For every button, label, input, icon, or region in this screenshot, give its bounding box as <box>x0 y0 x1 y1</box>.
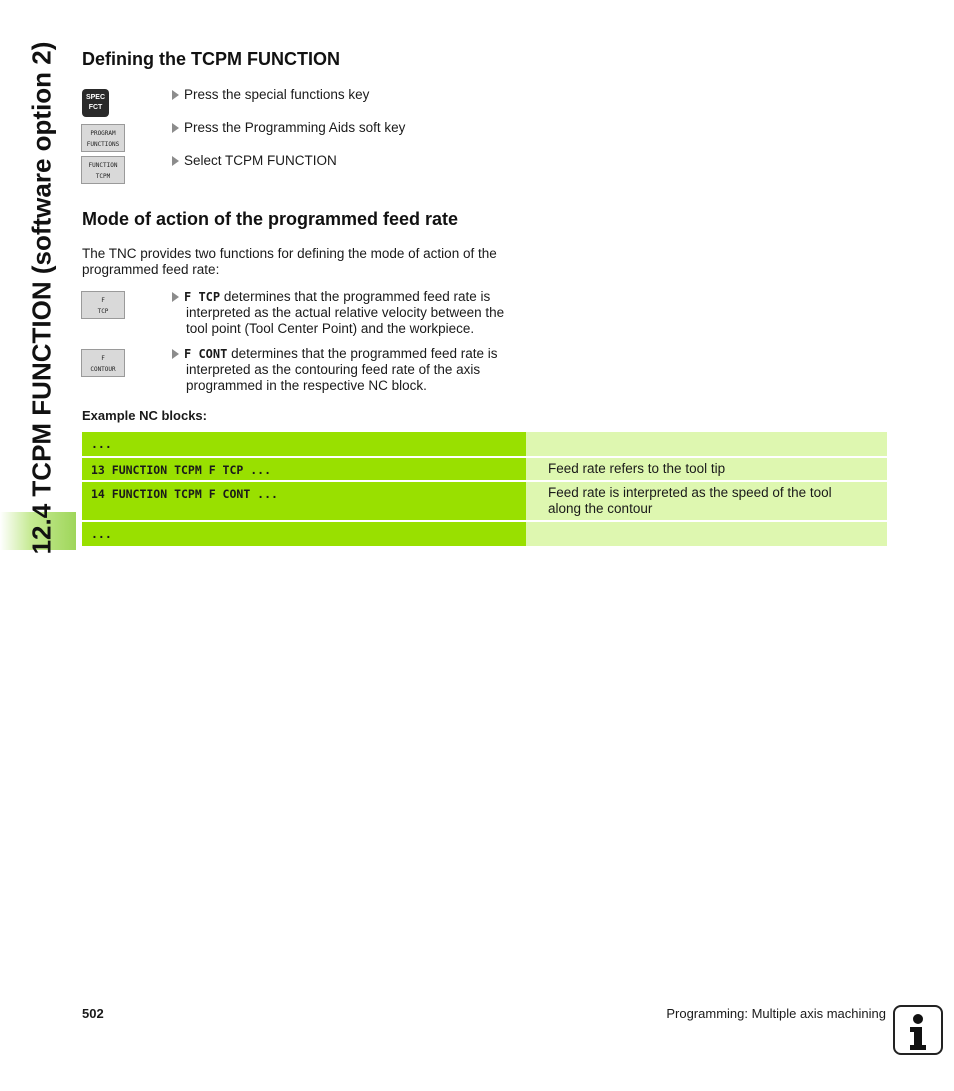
nc-comment-cell <box>526 432 887 456</box>
page-number: 502 <box>82 1006 104 1021</box>
nc-code-cell: 14 FUNCTION TCPM F CONT ... <box>82 482 526 520</box>
table-row <box>82 458 887 480</box>
f-contour-softkey[interactable]: F CONTOUR <box>81 349 125 377</box>
nc-comment-cell <box>526 522 887 546</box>
step-select-tcpm: Select TCPM FUNCTION <box>172 153 337 169</box>
chapter-footer-title: Programming: Multiple axis machining <box>666 1006 886 1021</box>
step-press-special-functions: Press the special functions key <box>172 87 369 103</box>
option-f-tcp: F TCP determines that the programmed feed rate is interpreted as the actual relative velocity between the tool point (Tool Center Point) and the workpiece. <box>172 289 528 337</box>
table-row <box>82 522 887 546</box>
step-programming-aids: Press the Programming Aids soft key <box>172 120 405 136</box>
nc-comment-cell: Feed rate refers to the tool tip <box>526 458 887 480</box>
f-tcp-softkey[interactable]: F TCP <box>81 291 125 319</box>
table-row <box>82 432 887 456</box>
step-arrow-icon <box>172 349 179 359</box>
table-row <box>82 482 887 520</box>
step-arrow-icon <box>172 123 179 133</box>
step-arrow-icon <box>172 292 179 302</box>
section-heading-defining: Defining the TCPM FUNCTION <box>82 49 340 69</box>
nc-comment-cell: Feed rate is interpreted as the speed of the tool along the contour <box>526 482 887 520</box>
nc-code-cell: ... <box>82 432 526 456</box>
program-functions-softkey[interactable]: PROGRAM FUNCTIONS <box>81 124 125 152</box>
function-tcpm-softkey[interactable]: FUNCTION TCPM <box>81 156 125 184</box>
example-label: Example NC blocks: <box>82 408 207 423</box>
option-f-cont: F CONT determines that the programmed feed rate is interpreted as the contouring feed rate of the axis programmed in the respective NC block. <box>172 346 528 394</box>
chapter-side-title: 12.4 TCPM FUNCTION (software option 2) <box>26 41 57 555</box>
info-icon <box>893 1005 943 1055</box>
nc-code-cell: 13 FUNCTION TCPM F TCP ... <box>82 458 526 480</box>
intro-paragraph: The TNC provides two functions for defining the mode of action of the programmed feed rate: <box>82 246 497 277</box>
section-heading-feed-rate: Mode of action of the programmed feed rate <box>82 209 459 229</box>
spec-fct-key[interactable]: SPEC FCT <box>82 89 109 117</box>
step-arrow-icon <box>172 156 179 166</box>
nc-code-cell: ... <box>82 522 526 546</box>
nc-example-table <box>82 432 887 548</box>
step-arrow-icon <box>172 90 179 100</box>
